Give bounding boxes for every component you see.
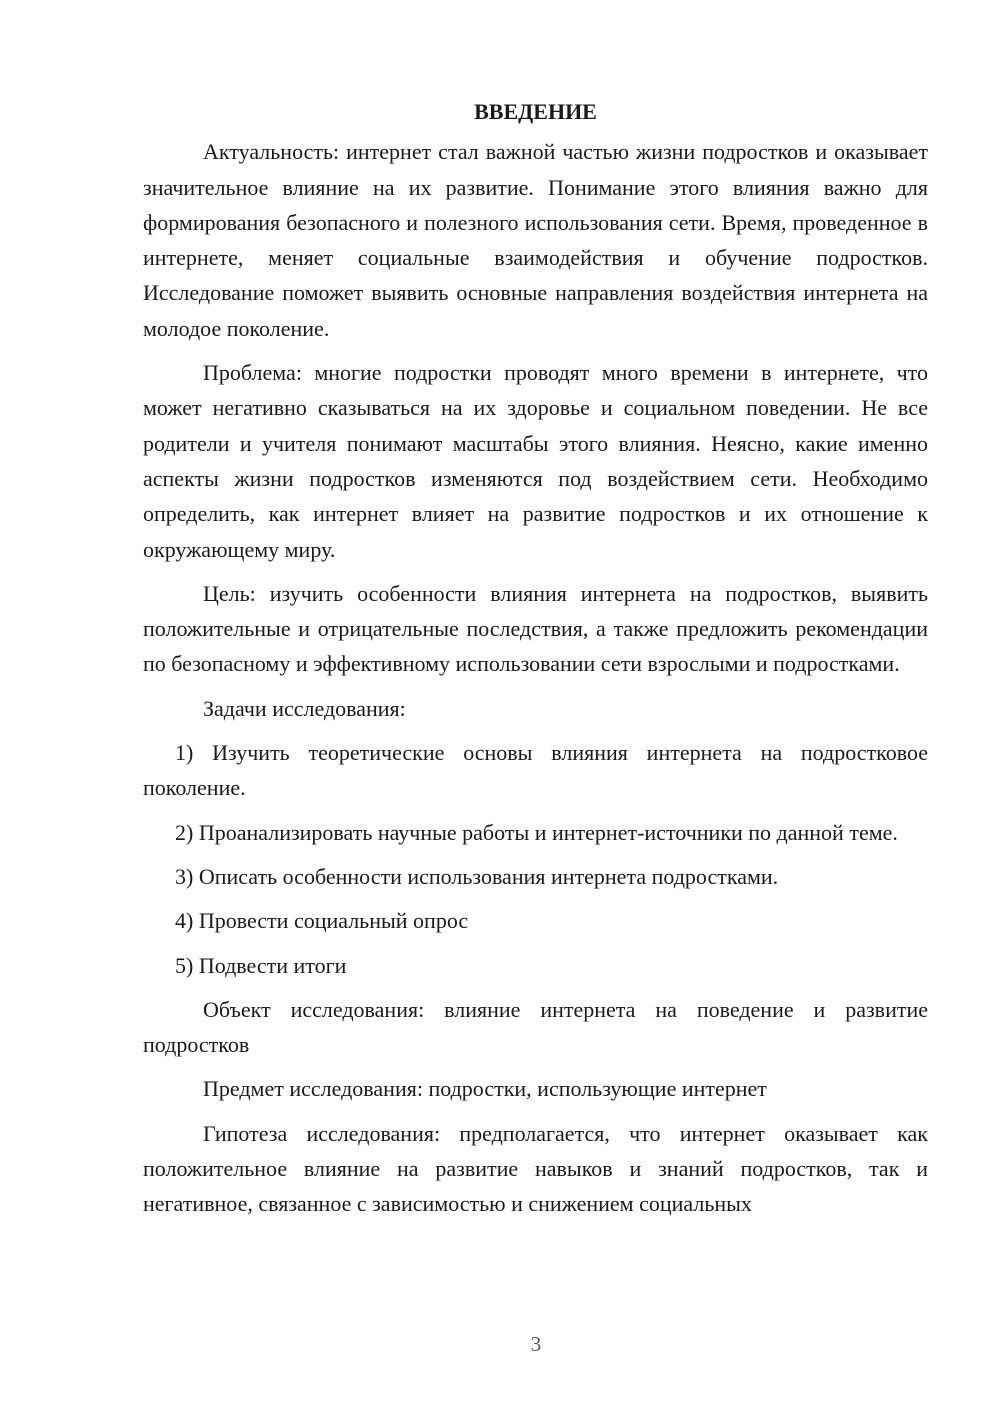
task-item-5: 5) Подвести итоги xyxy=(175,952,347,978)
object-paragraph: Объект исследования: влияние интернета на поведение и развитие подростков xyxy=(143,996,928,1058)
hypothesis-paragraph: Гипотеза исследования: предполагается, что интернет оказывает как положительное влияние на развитие навыков и знаний подростков, так и негативное, связанное с зависимостью и снижением социальных xyxy=(143,1120,928,1217)
task-item-1: 1) Изучить теоретические основы влияния интернета на подростковое поколение. xyxy=(143,740,928,801)
subject-paragraph: Предмет исследования: подростки, использующие интернет xyxy=(203,1076,767,1102)
page-number: 3 xyxy=(530,1332,542,1356)
document-body xyxy=(143,94,928,1231)
task-item-4: 4) Провести социальный опрос xyxy=(175,908,469,934)
section-heading: ВВЕДЕНИЕ xyxy=(474,99,597,124)
task-item-3: 3) Описать особенности использования интернета подростками. xyxy=(175,863,779,889)
task-item-2: 2) Проанализировать научные работы и интернет-источники по данной теме. xyxy=(175,819,898,845)
tasks-heading: Задачи исследования: xyxy=(203,695,406,721)
problem-paragraph: Проблема: многие подростки проводят много времени в интернете, что может негативно сказываться на их здоровье и социальном поведении. Не все родители и учителя понимают масштабы этого влияния. Неясно, какие именно аспекты жизни подростков изменяются под воздействием сети. Необходимо определить, как интернет влияет на развитие подростков и их отношение к окружающему миру. xyxy=(143,360,928,562)
relevance-paragraph: Актуальность: интернет стал важной частью жизни подростков и оказывает значительное влияние на их развитие. Понимание этого влияния важно для формирования безопасного и полезного использования сети. Время, проведенное в интернете, меняет социальные взаимодействия и обучение подростков. Исследование поможет выявить основные направления воздействия интернета на молодое поколение. xyxy=(143,139,928,341)
goal-paragraph: Цель: изучить особенности влияния интернета на подростков, выявить положительные и отрицательные последствия, а также предложить рекомендации по безопасному и эффективному использовании сети взрослыми и подростками. xyxy=(143,580,928,677)
